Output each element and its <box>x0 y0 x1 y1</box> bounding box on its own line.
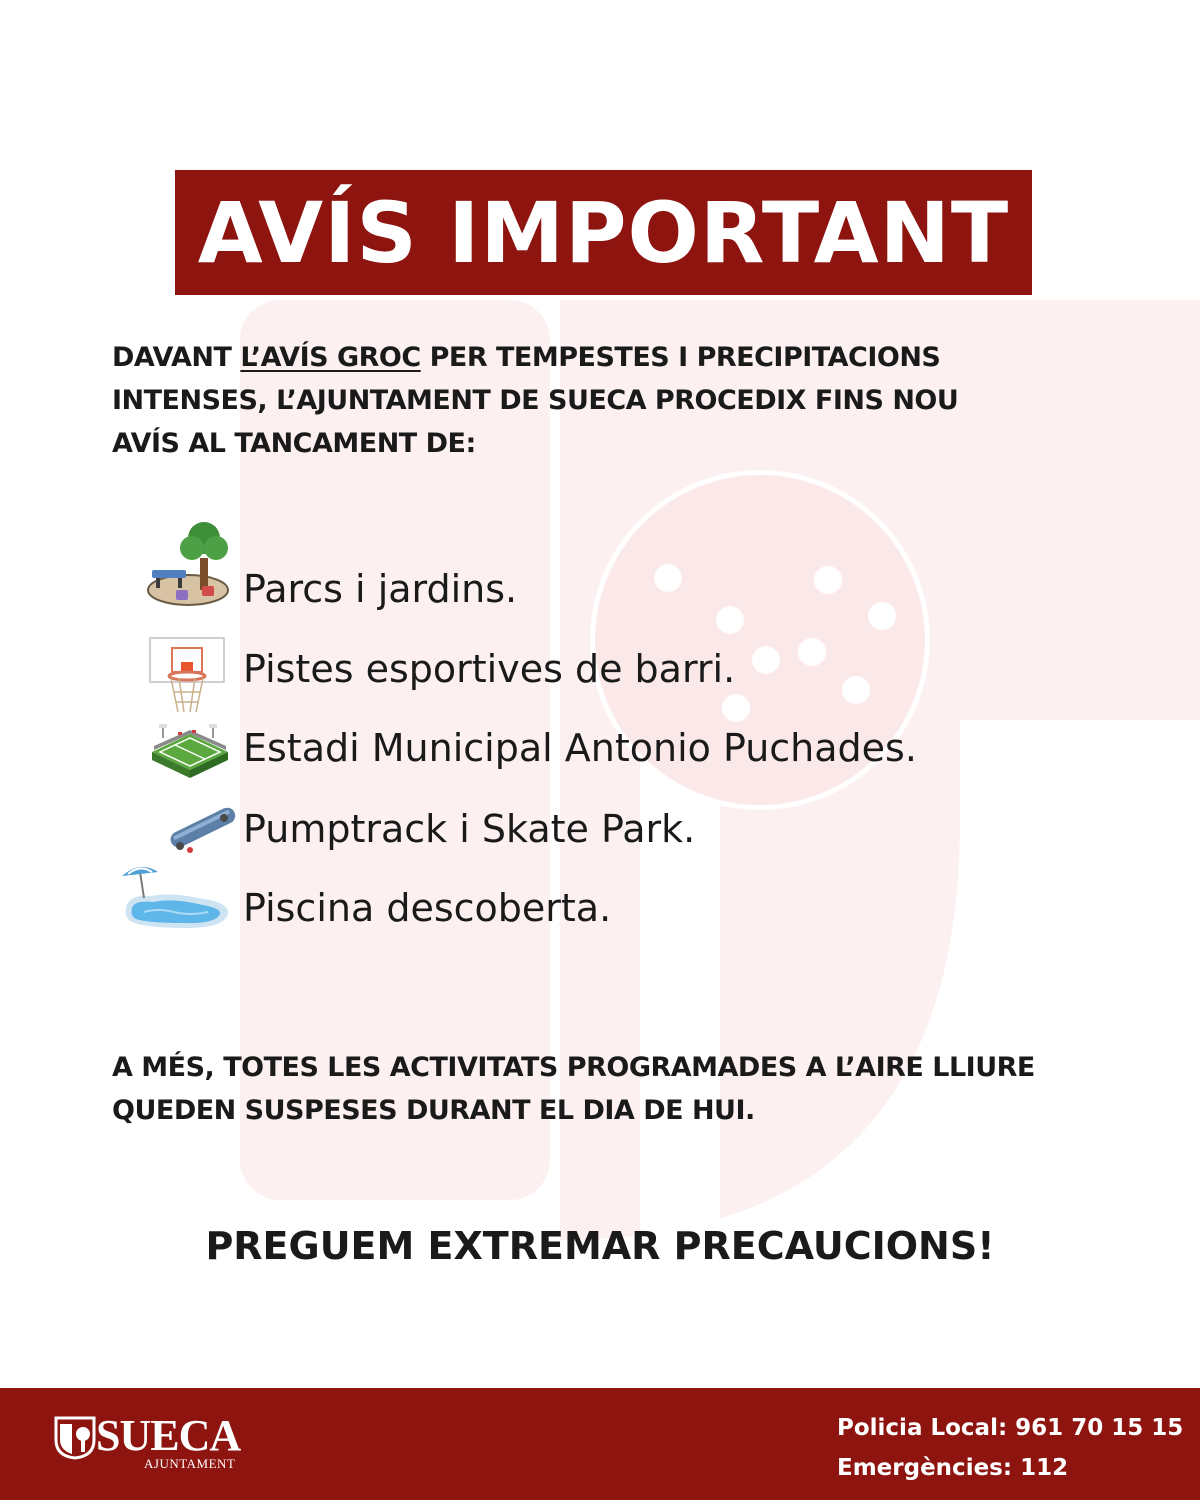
intro-line-2: INTENSES, L’AJUNTAMENT DE SUECA PROCEDIX FINS NOU <box>112 385 959 416</box>
extra-line-1: A MÉS, TOTES LES ACTIVITATS PROGRAMADES A L’AIRE LLIURE <box>112 1052 1035 1083</box>
sueca-logo <box>52 1410 252 1470</box>
page-title: AVÍS IMPORTANT <box>197 183 1010 282</box>
footer <box>0 1388 1200 1500</box>
park-icon <box>146 518 236 610</box>
intro-line-1 <box>112 336 1012 379</box>
pool-icon <box>118 862 234 932</box>
closure-item: Parcs i jardins. <box>243 567 518 611</box>
closure-item: Piscina descoberta. <box>243 886 612 930</box>
title-banner <box>175 170 1032 295</box>
police-phone: Policia Local: 961 70 15 15 <box>837 1415 1184 1441</box>
emergency-phone: Emergències: 112 <box>837 1455 1069 1481</box>
basketball-hoop-icon <box>148 636 226 716</box>
intro-line-3: AVÍS AL TANCAMENT DE: <box>112 428 476 459</box>
closure-item: Estadi Municipal Antonio Puchades. <box>243 726 917 770</box>
intro-prefix: DAVANT <box>112 342 241 373</box>
crest-icon <box>52 1414 98 1460</box>
closure-item: Pistes esportives de barri. <box>243 647 736 691</box>
closing-message: PREGUEM EXTREMAR PRECAUCIONS! <box>205 1224 995 1268</box>
extra-notice <box>112 1046 1072 1132</box>
logo-subtitle: AJUNTAMENT <box>144 1456 236 1471</box>
skateboard-icon <box>166 804 238 854</box>
logo-text: SUECA <box>96 1411 241 1460</box>
intro-text <box>112 336 1012 465</box>
yellow-alert-link: L’AVÍS GROC <box>240 342 421 373</box>
contact-info <box>837 1408 1183 1488</box>
extra-line-2: QUEDEN SUSPESES DURANT EL DIA DE HUI. <box>112 1095 755 1126</box>
closure-item: Pumptrack i Skate Park. <box>243 807 696 851</box>
intro-line-1-rest: PER TEMPESTES I PRECIPITACIONS <box>420 342 941 373</box>
stadium-icon <box>148 722 232 784</box>
